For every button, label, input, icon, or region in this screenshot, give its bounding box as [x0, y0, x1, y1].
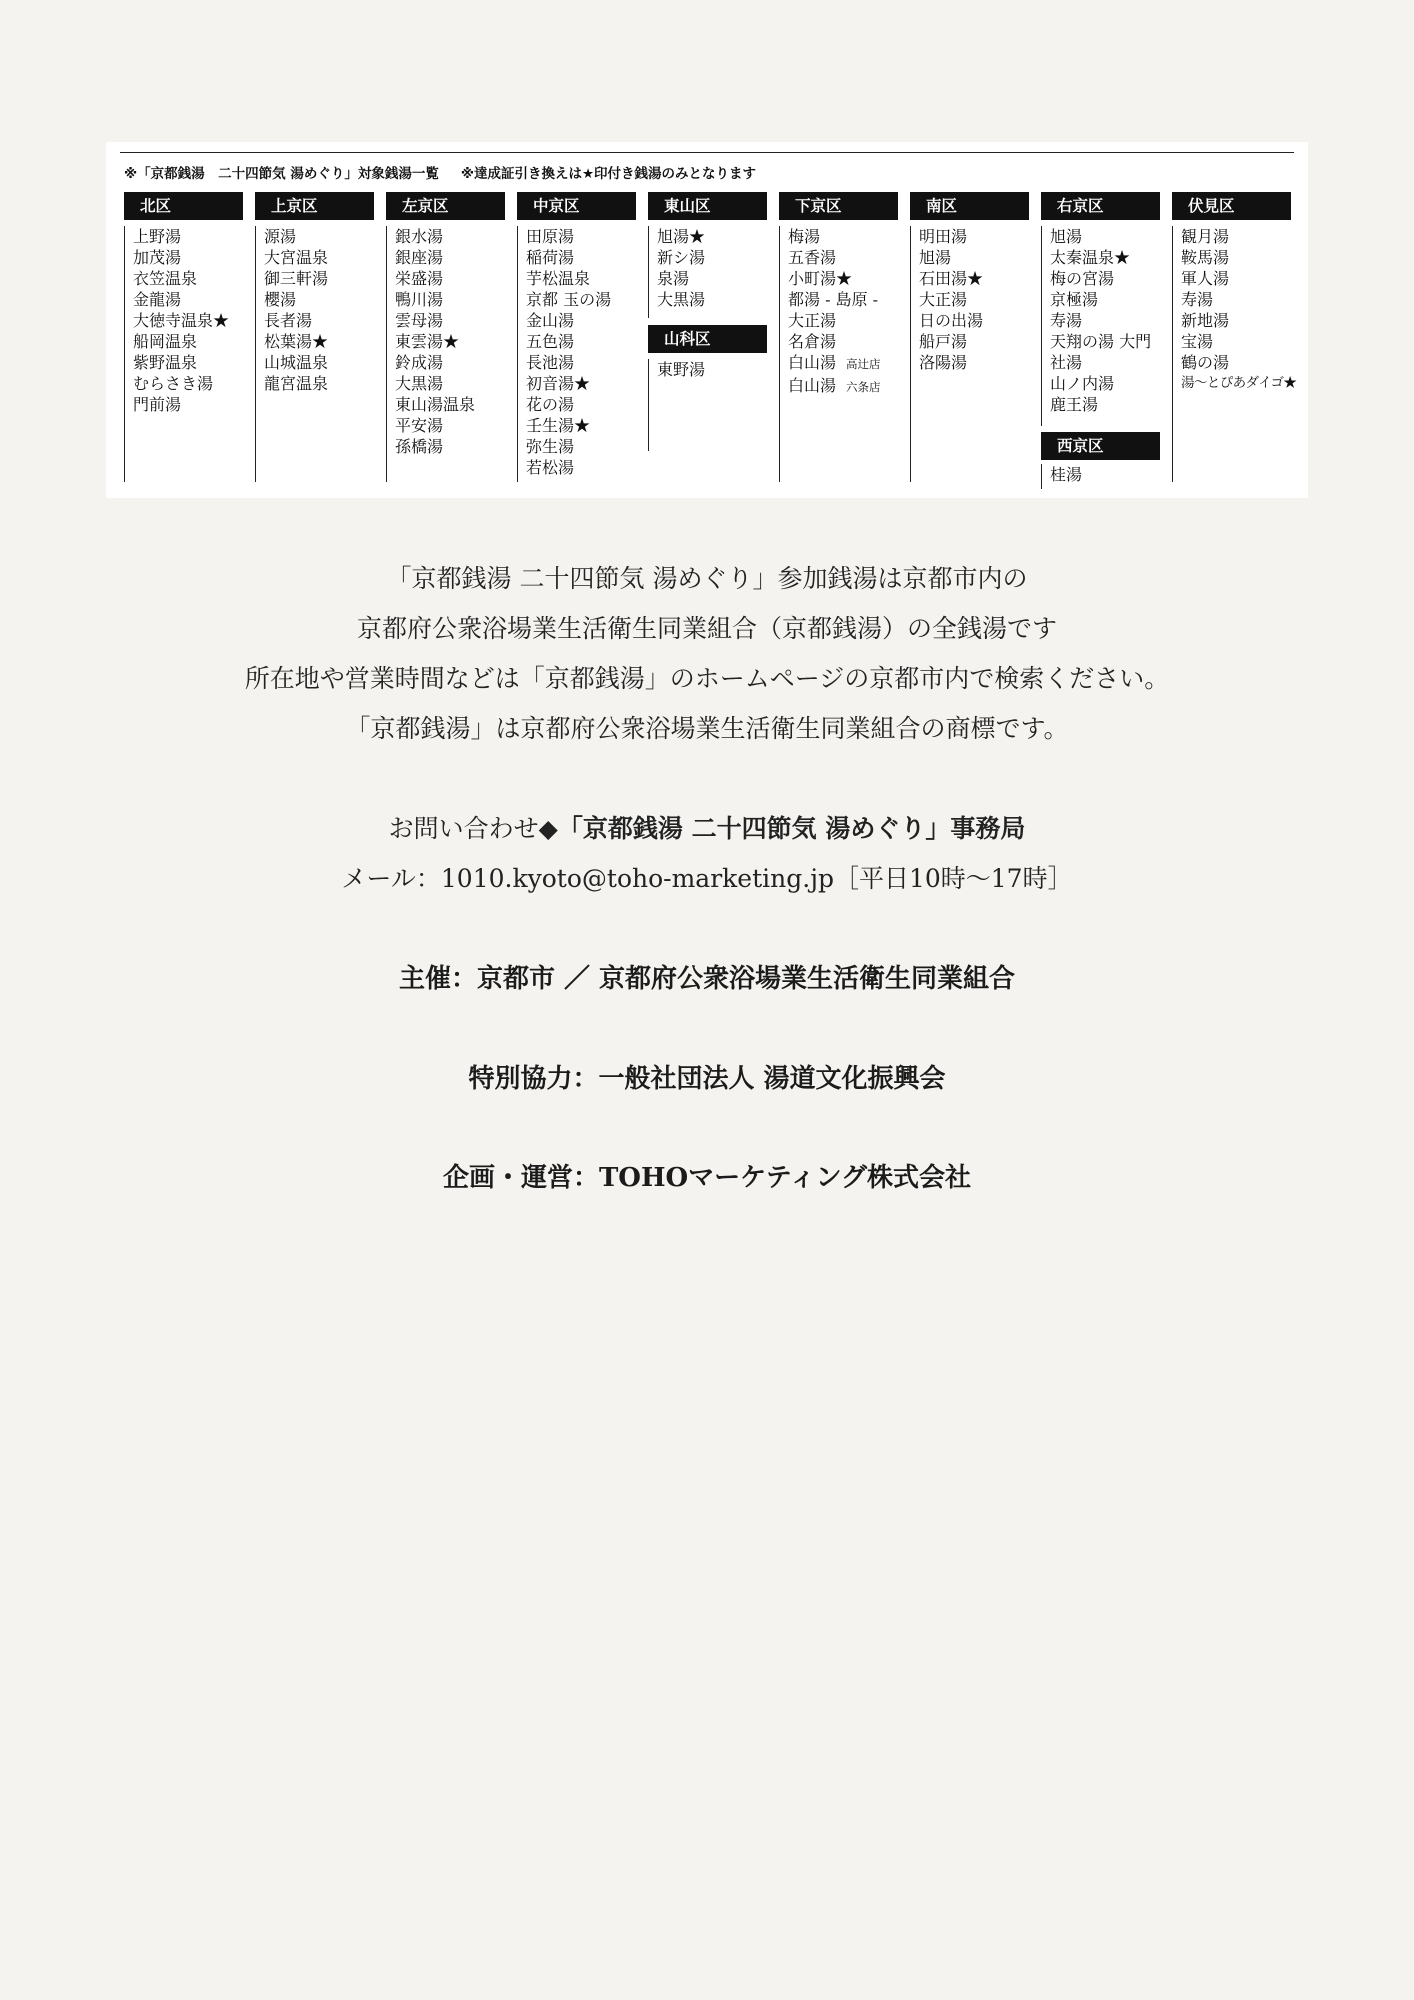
list-item: 船戸湯	[919, 332, 968, 351]
list-item: 湯～とぴあダイゴ★	[1181, 375, 1297, 391]
list-item: 龍宮温泉	[264, 374, 329, 393]
list-item: 新シ湯	[657, 248, 706, 267]
ward-label: 上京区	[255, 192, 374, 220]
list-item: 寿湯	[1181, 290, 1214, 309]
list-item	[788, 375, 899, 398]
list-item: 若松湯	[526, 458, 575, 477]
list-item: 新地湯	[1181, 311, 1230, 330]
bath-list	[255, 226, 375, 482]
bath-list	[1172, 226, 1297, 482]
ward-minami	[910, 192, 1030, 492]
list-item: 銀水湯	[395, 227, 444, 246]
list-item: 花の湯	[526, 395, 575, 414]
bath-list	[1041, 464, 1161, 489]
info-line: 京都府公衆浴場業生活衛生同業組合（京都銭湯）の全銭湯です	[356, 614, 1057, 643]
ward-label: 中京区	[517, 192, 636, 220]
list-item: 鹿王湯	[1050, 395, 1099, 414]
bath-list	[1041, 226, 1161, 426]
operation-credit: 企画・運営：TOHOマーケティング株式会社	[442, 1163, 972, 1193]
ward-label: 南区	[910, 192, 1029, 220]
ward-label: 東山区	[648, 192, 767, 220]
list-item: 観月湯	[1181, 227, 1230, 246]
header-rule	[120, 152, 1294, 153]
list-item: 長者湯	[264, 311, 313, 330]
list-item: 都湯 - 島原 -	[788, 290, 879, 309]
list-item: むらさき湯	[133, 374, 214, 393]
list-item: 旭湯	[1050, 227, 1083, 246]
list-note: ※達成証引き換えは★印付き銭湯のみとなります	[460, 166, 757, 182]
list-item: 明田湯	[919, 227, 968, 246]
list-item: 大正湯	[788, 311, 837, 330]
list-item: 栄盛湯	[395, 269, 444, 288]
info-line: 「京都銭湯 二十四節気 湯めぐり」参加銭湯は京都市内の	[386, 564, 1028, 593]
list-item: 洛陽湯	[919, 353, 968, 372]
bath-list	[648, 359, 768, 451]
list-item: 松葉湯★	[264, 332, 329, 351]
list-item: 日の出湯	[919, 311, 984, 330]
list-item: 芋松温泉	[526, 269, 591, 288]
list-item: 源湯	[264, 227, 297, 246]
list-item: 加茂湯	[133, 248, 182, 267]
list-item: 金山湯	[526, 311, 575, 330]
ward-label: 左京区	[386, 192, 505, 220]
bath-list	[386, 226, 506, 482]
list-item: 大黒湯	[657, 290, 706, 309]
list-item: 櫻湯	[264, 290, 297, 309]
ward-sakyo	[386, 192, 506, 492]
list-item: 鞍馬湯	[1181, 248, 1230, 267]
list-item: 大徳寺温泉★	[133, 311, 230, 330]
list-item: 軍人湯	[1181, 269, 1230, 288]
list-item: 長池湯	[526, 353, 575, 372]
ward-label: 右京区	[1041, 192, 1160, 220]
contact-dept: 「京都銭湯 二十四節気 湯めぐり」事務局	[557, 814, 1026, 843]
bath-list	[517, 226, 637, 482]
bath-list	[124, 226, 244, 482]
list-item: 山ノ内湯	[1050, 374, 1115, 393]
participation-info	[0, 554, 1414, 754]
contact-heading	[0, 804, 1414, 854]
ward-label: 下京区	[779, 192, 898, 220]
list-item: 金龍湯	[133, 290, 182, 309]
info-line: 所在地や営業時間などは「京都銭湯」のホームページの京都市内で検索ください。	[244, 664, 1170, 693]
contact-label: お問い合わせ◆	[388, 814, 558, 843]
list-item: 孫橋湯	[395, 437, 444, 456]
ward-columns	[124, 192, 1297, 492]
ward-shimogyo	[779, 192, 899, 492]
list-item: 稲荷湯	[526, 248, 575, 267]
ward-label: 伏見区	[1172, 192, 1291, 220]
list-item: 大宮温泉	[264, 248, 329, 267]
contact-mail: メール：1010.kyoto@toho-marketing.jp［平日10時～17時］	[341, 864, 1073, 893]
list-item: 小町湯★	[788, 269, 853, 288]
list-item: 紫野温泉	[133, 353, 198, 372]
branch-label: 高辻店	[846, 357, 881, 371]
list-item: 大正湯	[919, 290, 968, 309]
list-item: 泉湯	[657, 269, 690, 288]
list-item: 山城温泉	[264, 353, 329, 372]
list-item: 旭湯	[919, 248, 952, 267]
list-item: 梅の宮湯	[1050, 269, 1115, 288]
organizer-credit: 主催：京都市 ／ 京都府公衆浴場業生活衛生同業組合	[398, 964, 1016, 994]
ward-label: 山科区	[648, 325, 767, 353]
list-item: 鴨川湯	[395, 290, 444, 309]
contact-section	[0, 804, 1414, 904]
list-item: 衣笠温泉	[133, 269, 198, 288]
ward-label: 西京区	[1041, 432, 1160, 460]
list-item: 五香湯	[788, 248, 837, 267]
list-header	[124, 162, 756, 182]
bath-name: 白山湯	[788, 376, 837, 395]
ward-kita	[124, 192, 244, 492]
list-item: 鶴の湯	[1181, 353, 1230, 372]
list-item: 天翔の湯 大門	[1050, 332, 1152, 351]
bath-list	[779, 226, 899, 482]
list-item: 梅湯	[788, 227, 821, 246]
list-item	[788, 352, 899, 375]
ward-ukyo	[1041, 192, 1161, 492]
bathhouse-list-panel	[106, 142, 1308, 498]
list-item: 寿湯	[1050, 311, 1083, 330]
list-item: 名倉湯	[788, 332, 837, 351]
ward-fushimi	[1172, 192, 1297, 492]
ward-kamigyo	[255, 192, 375, 492]
list-item: 社湯	[1050, 353, 1083, 372]
ward-label: 北区	[124, 192, 243, 220]
list-item: 石田湯★	[919, 269, 984, 288]
list-item: 桂湯	[1050, 465, 1083, 484]
list-item: 初音湯★	[526, 374, 591, 393]
list-item: 京極湯	[1050, 290, 1099, 309]
ward-higashiyama	[648, 192, 768, 492]
bath-list	[910, 226, 1030, 482]
list-title: ※「京都銭湯 二十四節気 湯めぐり」対象銭湯一覧	[124, 166, 439, 182]
list-item: 上野湯	[133, 227, 182, 246]
list-item: 弥生湯	[526, 437, 575, 456]
list-item: 五色湯	[526, 332, 575, 351]
list-item: 東山湯温泉	[395, 395, 476, 414]
list-item: 宝湯	[1181, 332, 1214, 351]
list-item: 銀座湯	[395, 248, 444, 267]
list-item: 大黒湯	[395, 374, 444, 393]
list-item: 太秦温泉★	[1050, 248, 1131, 267]
list-item: 御三軒湯	[264, 269, 329, 288]
ward-nakagyo	[517, 192, 637, 492]
ward-yamashina	[648, 325, 768, 451]
cooperation-credit: 特別協力：一般社団法人 湯道文化振興会	[468, 1064, 946, 1094]
ward-nishikyo	[1041, 432, 1161, 489]
list-item: 京都 玉の湯	[526, 290, 612, 309]
bath-list	[648, 226, 768, 318]
list-item: 田原湯	[526, 227, 575, 246]
list-item: 東野湯	[657, 360, 706, 379]
list-item: 平安湯	[395, 416, 444, 435]
bath-name: 白山湯	[788, 353, 837, 372]
list-item: 船岡温泉	[133, 332, 198, 351]
list-item: 壬生湯★	[526, 416, 591, 435]
list-item: 旭湯★	[657, 227, 706, 246]
info-line: 「京都銭湯」は京都府公衆浴場業生活衛生同業組合の商標です。	[345, 714, 1069, 743]
list-item: 雲母湯	[395, 311, 444, 330]
list-item: 鈴成湯	[395, 353, 444, 372]
list-item: 門前湯	[133, 395, 182, 414]
list-item: 東雲湯★	[395, 332, 460, 351]
branch-label: 六条店	[846, 380, 881, 394]
